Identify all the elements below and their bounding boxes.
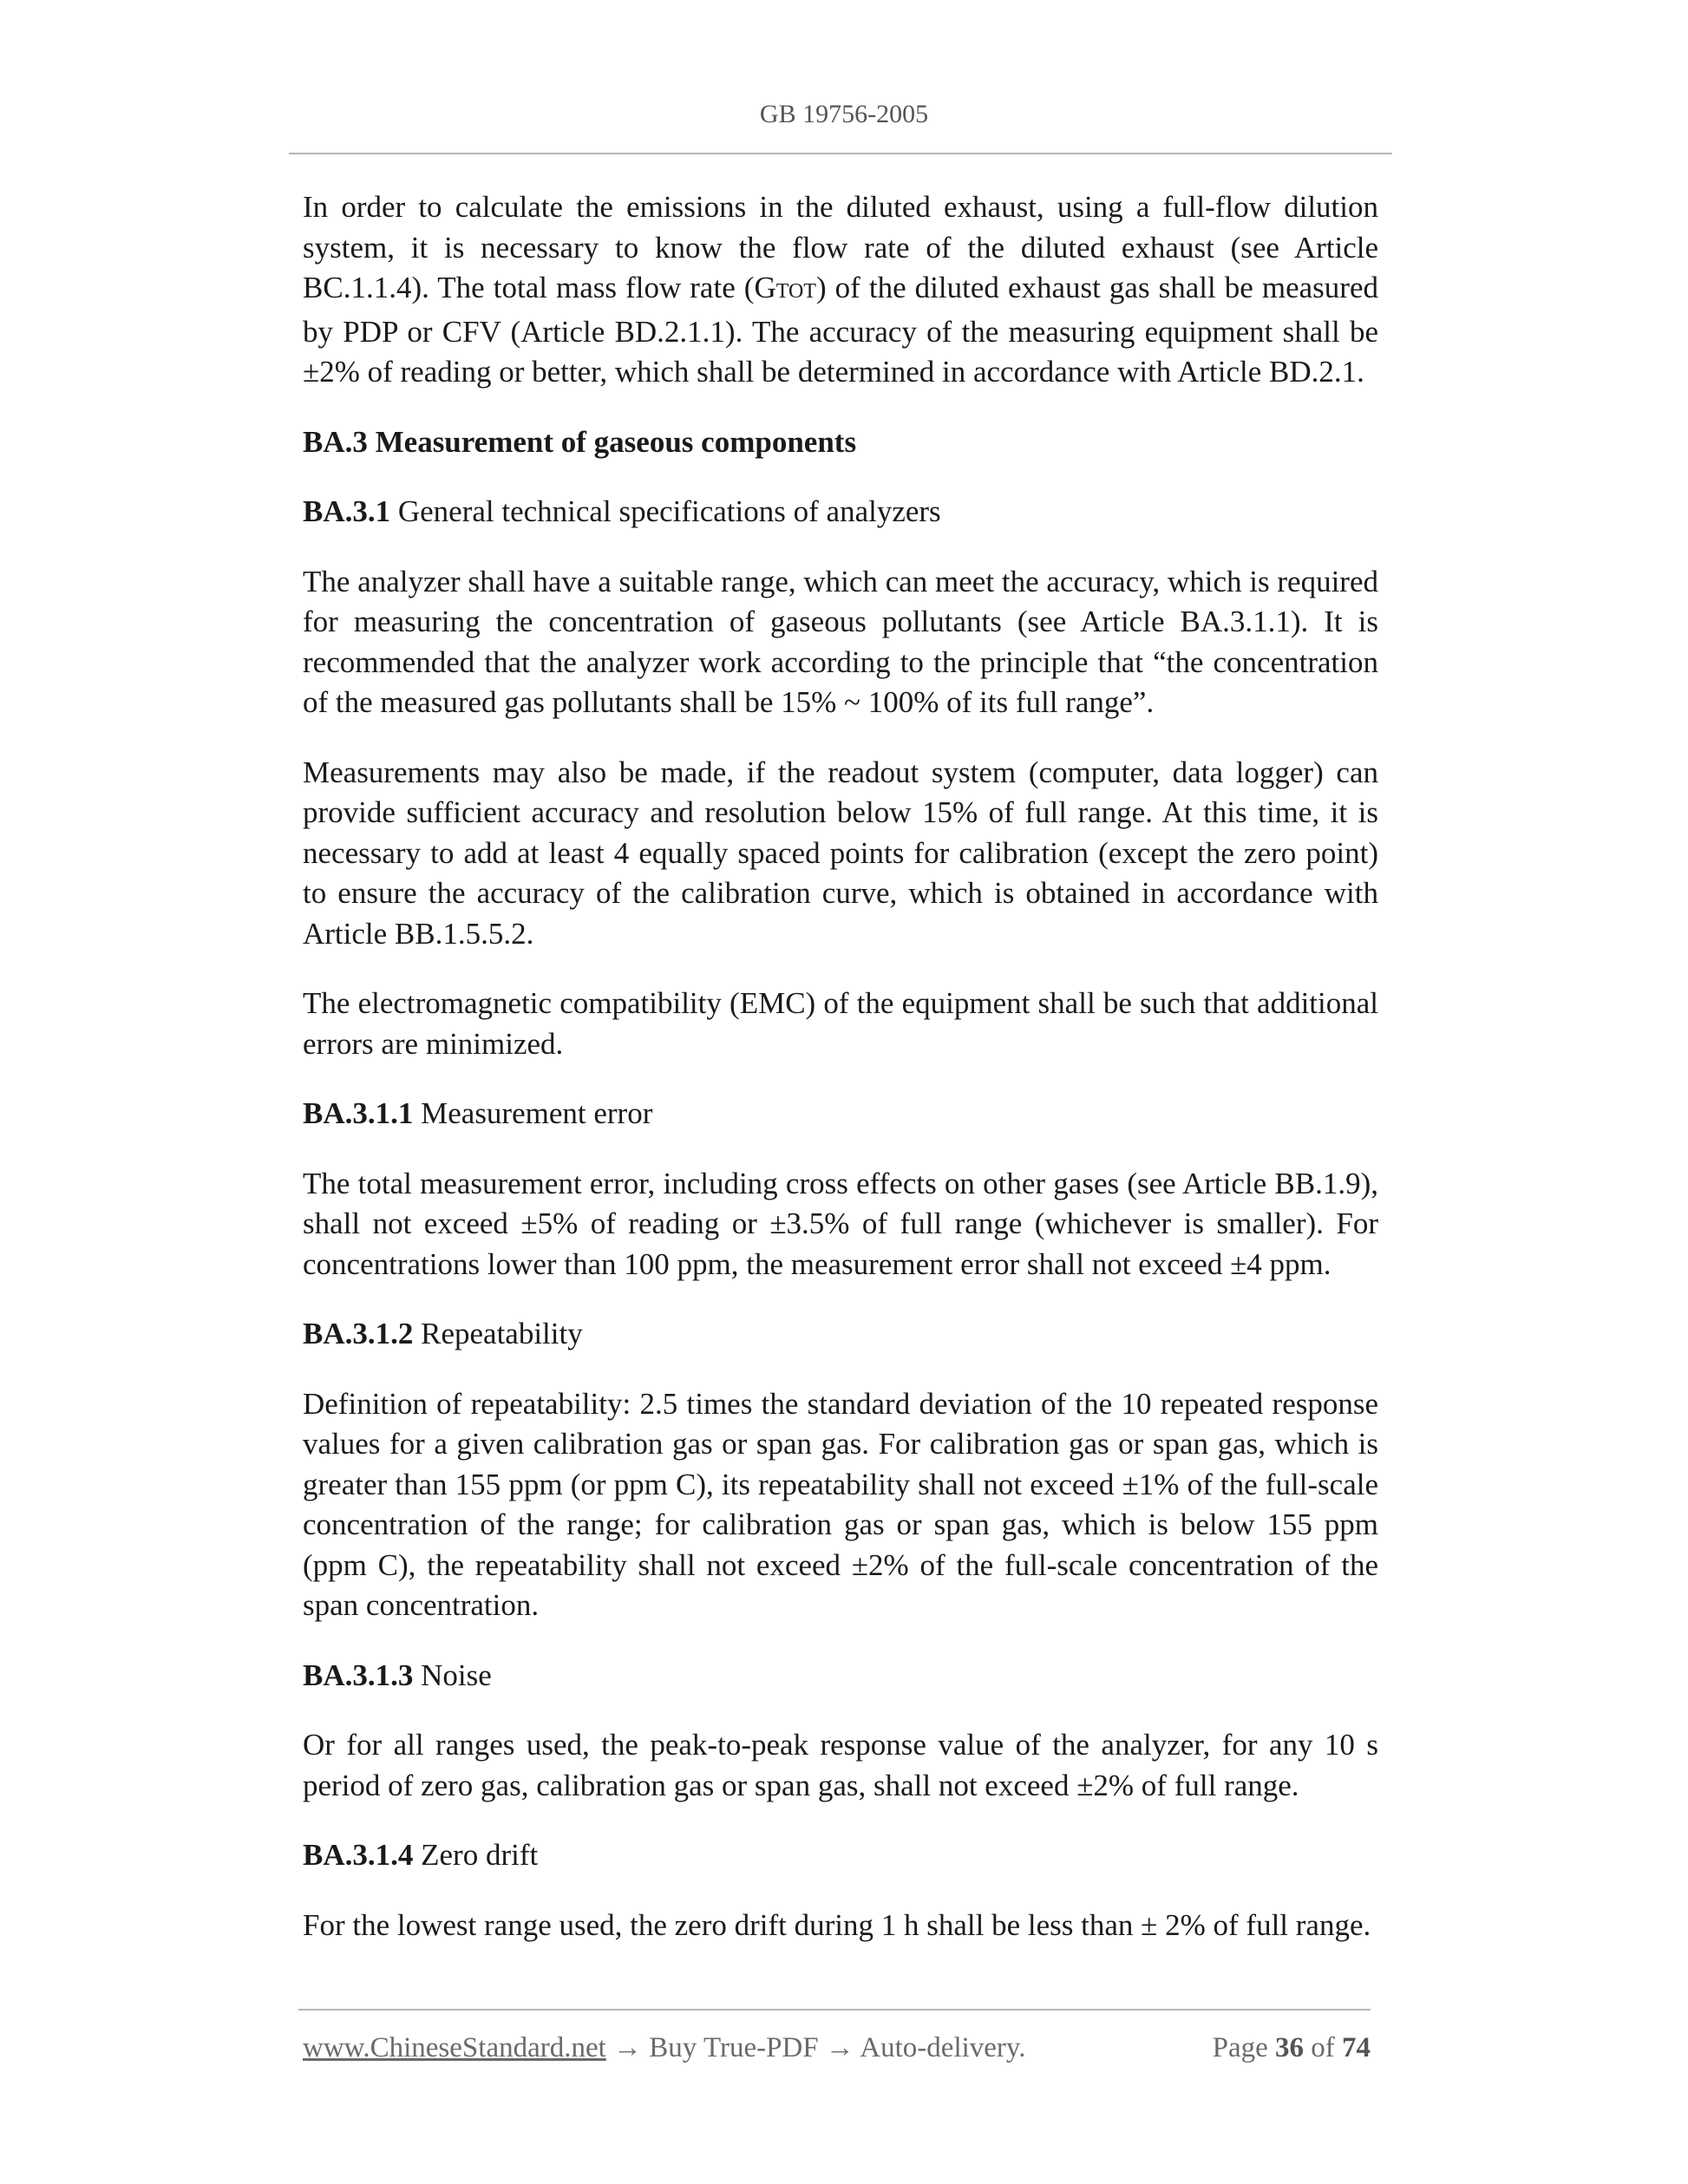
section-heading-ba3-1-4: BA.3.1.4 Zero drift <box>303 1838 539 1872</box>
section-heading-ba3-1: BA.3.1 General technical specifications of analyzers <box>303 494 941 528</box>
paragraph-measurement-error: The total measurement error, including cross effects on other gases (see Article BB.1.9), shall not exceed ±5% of reading or ±3.5% of full range (whichever is smaller). For concentrations lower than 100 ppm, the measurement error shall not exceed ±4 ppm. <box>303 1166 1378 1281</box>
document-id: GB 19756-2005 <box>759 100 929 128</box>
paragraph-readout-system: Measurements may also be made, if the readout system (computer, data logger) can provide sufficient accuracy and resolution below 15% of full range. At this time, it is necessary to add at least 4 equally spaced points for calibration (except the zero point) to ensure the accuracy of the calibration curve, which is obtained in accordance with Article BB.1.5.5.2. <box>303 755 1378 951</box>
footer-divider <box>298 2009 1371 2011</box>
paragraph-dilution-flow: In order to calculate the emissions in the diluted exhaust, using a full-flow dilution system, it is necessary to know the flow rate of the diluted exhaust (see Article BC.1.1.4). The total mass flow rate (GTOT) of the diluted exhaust gas shall be measured by PDP or CFV (Article BD.2.1.1). The accuracy of the measuring equipment shall be ±2% of reading or better, which shall be determined in accordance with Article BD.2.1. <box>303 190 1378 389</box>
subscript-tot: TOT <box>775 280 816 303</box>
section-heading-ba3-1-2: BA.3.1.2 Repeatability <box>303 1317 583 1350</box>
current-page: 36 <box>1275 2032 1304 2063</box>
page-footer <box>303 2028 1371 2068</box>
paragraph-repeatability: Definition of repeatability: 2.5 times the standard deviation of the 10 repeated response values for a given calibration gas or span gas. For calibration gas or span gas, which is greater than 155 ppm (or ppm C), its repeatability shall not exceed ±1% of the full-scale concentration of the range; for calibration gas or span gas, which is below 155 ppm (ppm C), the repeatability shall not exceed ±2% of the full-scale concentration of the span concentration. <box>303 1386 1378 1622</box>
header-divider <box>289 153 1392 154</box>
paragraph-zero-drift: For the lowest range used, the zero drift during 1 h shall be less than ± 2% of full range. <box>303 1907 1371 1942</box>
page-header <box>0 97 1688 132</box>
total-pages: 74 <box>1342 2032 1371 2063</box>
section-heading-ba3-1-3: BA.3.1.3 Noise <box>303 1658 492 1692</box>
paragraph-noise: Or for all ranges used, the peak-to-peak response value of the analyzer, for any 10 s period of zero gas, calibration gas or span gas, shall not exceed ±2% of full range. <box>303 1728 1378 1802</box>
section-heading-ba3-1-1: BA.3.1.1 Measurement error <box>303 1096 653 1130</box>
paragraph-emc: The electromagnetic compatibility (EMC) of the equipment shall be such that additional errors are minimized. <box>303 986 1378 1061</box>
page-number: Page 36 of 74 <box>1212 2032 1371 2063</box>
footer-tagline: → Buy True-PDF → Auto-delivery. <box>605 2032 1026 2063</box>
footer-promo <box>303 2028 1026 2068</box>
site-link[interactable]: www.ChineseStandard.net <box>303 2032 606 2063</box>
section-heading-ba3: BA.3 Measurement of gaseous components <box>303 424 857 459</box>
paragraph-analyzer-range: The analyzer shall have a suitable range, which can meet the accuracy, which is required for measuring the concentration of gaseous pollutants (see Article BA.3.1.1). It is recommended that the analyzer work according to the principle that “the concentration of the measured gas pollutants shall be 15% ~ 100% of its full range”. <box>303 564 1378 719</box>
page-content <box>303 187 1378 1975</box>
